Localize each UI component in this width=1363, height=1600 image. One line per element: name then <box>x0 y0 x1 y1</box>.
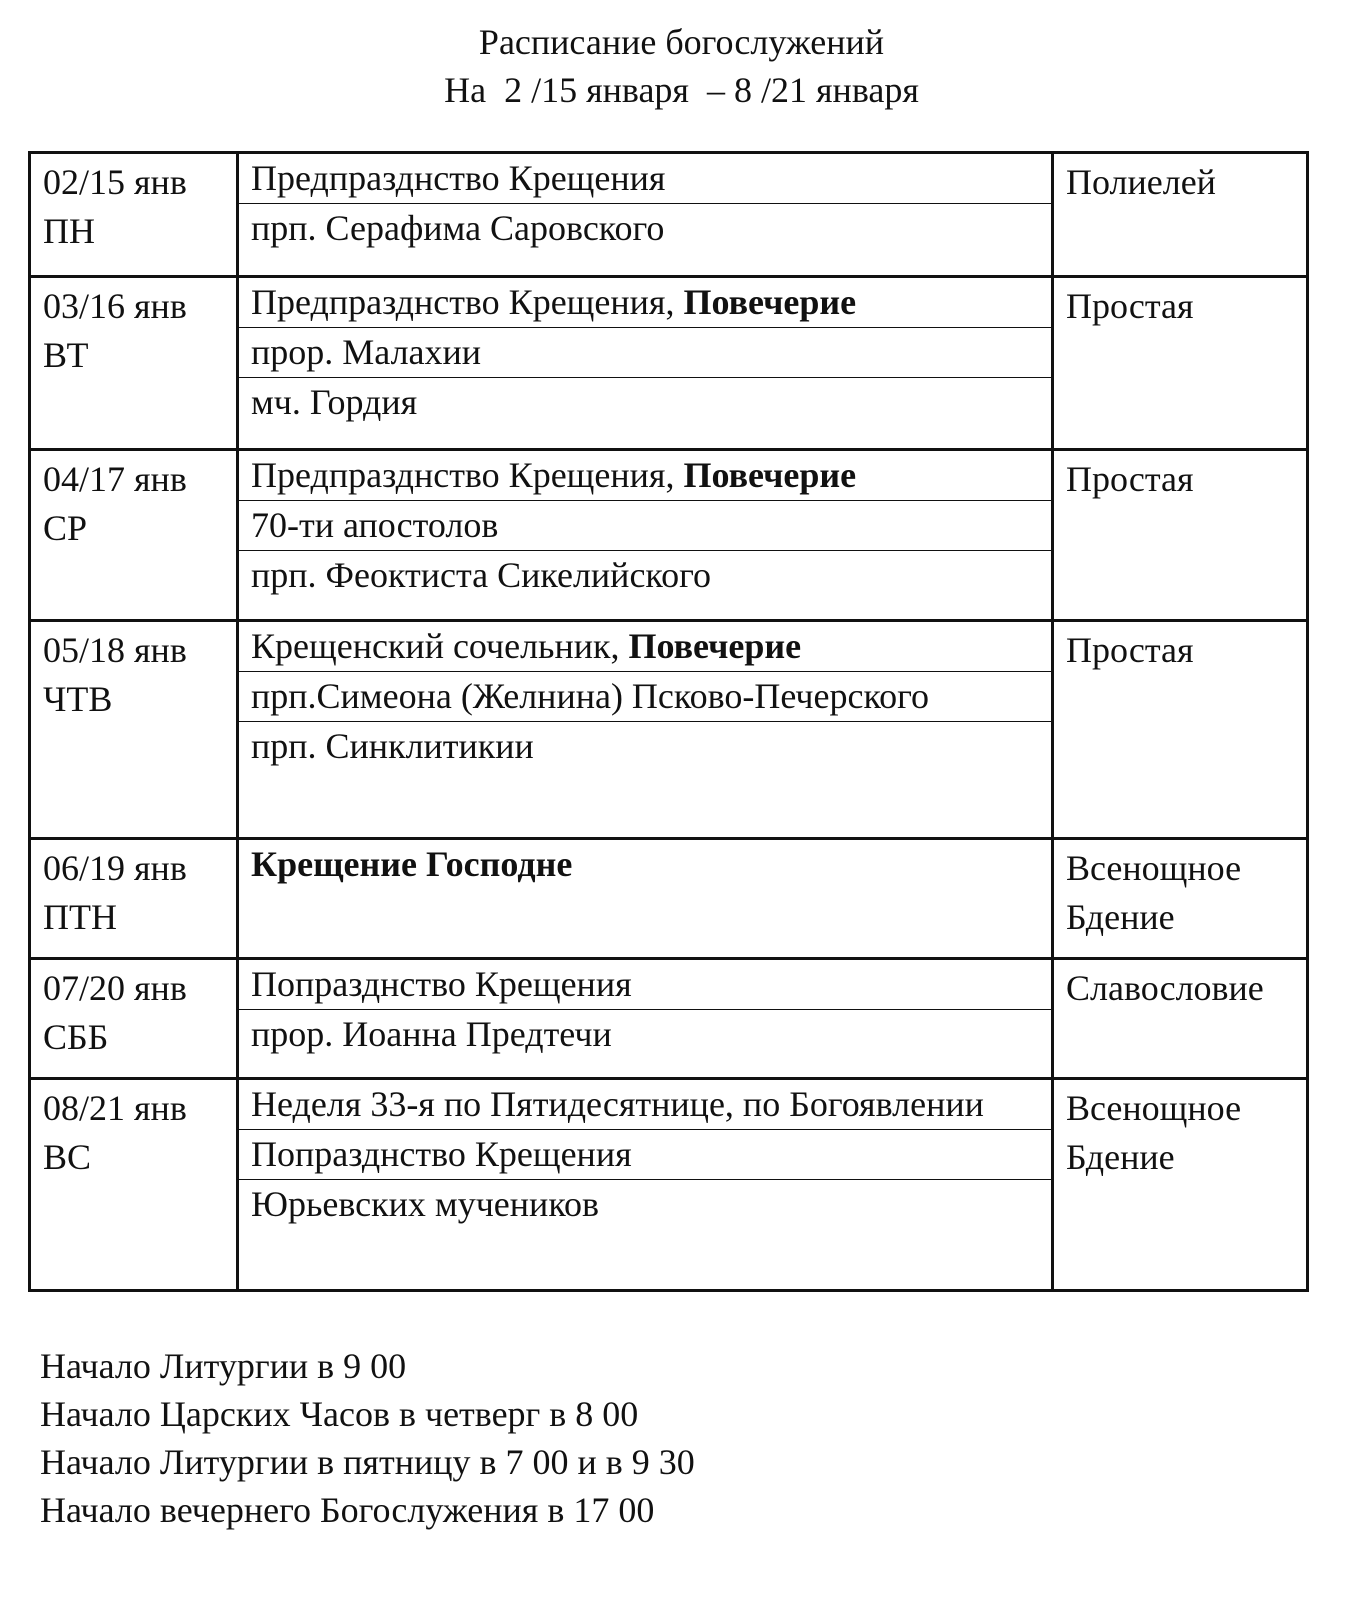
events-cell <box>238 959 1053 1079</box>
date-label: 07/20 янв <box>43 968 187 1008</box>
date-cell <box>30 450 238 621</box>
date-cell <box>30 277 238 450</box>
events-cell <box>238 1079 1053 1291</box>
event-list <box>239 1080 1051 1229</box>
footer-note: Начало Литургии в 9 00 <box>40 1346 407 1386</box>
schedule-row <box>30 450 1308 621</box>
service-type-label: Славословие <box>1066 968 1264 1008</box>
date-label: 05/18 янв <box>43 630 187 670</box>
date-cell <box>30 153 238 277</box>
event-text: Неделя 33-я по Пятидесятнице, по Богоявлении <box>251 1084 984 1124</box>
weekday-label: ПН <box>43 211 95 251</box>
schedule-row <box>30 621 1308 839</box>
service-type-cell <box>1053 450 1308 621</box>
event-text: Юрьевских мучеников <box>251 1184 599 1224</box>
page-header <box>0 18 1363 114</box>
events-cell <box>238 277 1053 450</box>
date-cell <box>30 839 238 959</box>
event-list <box>239 960 1051 1059</box>
schedule-body <box>30 153 1308 1291</box>
event-list <box>239 451 1051 600</box>
service-type-label: Простая <box>1066 286 1194 326</box>
event-item <box>239 840 1051 889</box>
schedule-row <box>30 277 1308 450</box>
event-list <box>239 154 1051 253</box>
date-cell <box>30 959 238 1079</box>
event-item <box>239 960 1051 1010</box>
event-item <box>239 1010 1051 1059</box>
events-cell <box>238 839 1053 959</box>
event-text: Предпразднство Крещения, <box>251 282 684 322</box>
footer-note: Начало Литургии в пятницу в 7 00 и в 9 30 <box>40 1442 695 1482</box>
schedule-row <box>30 1079 1308 1291</box>
service-type-label: Бдение <box>1066 1137 1175 1177</box>
service-type-cell <box>1053 621 1308 839</box>
event-text: прор. Малахии <box>251 332 482 372</box>
date-label: 06/19 янв <box>43 848 187 888</box>
date-label: 04/17 янв <box>43 459 187 499</box>
service-type-label: Всенощное <box>1066 848 1242 888</box>
event-text: Попразднство Крещения <box>251 1134 632 1174</box>
event-text: Попразднство Крещения <box>251 964 632 1004</box>
event-item <box>239 278 1051 328</box>
weekday-label: ВТ <box>43 335 89 375</box>
date-cell <box>30 1079 238 1291</box>
event-item <box>239 622 1051 672</box>
service-type-cell <box>1053 959 1308 1079</box>
event-item <box>239 501 1051 551</box>
service-type-label: Простая <box>1066 630 1194 670</box>
event-item <box>239 451 1051 501</box>
weekday-label: ВС <box>43 1137 92 1177</box>
weekday-label: ПТН <box>43 897 117 937</box>
event-item <box>239 1180 1051 1229</box>
service-type-cell <box>1053 839 1308 959</box>
page-subtitle: На 2 /15 января – 8 /21 января <box>444 70 919 110</box>
event-text: прп. Синклитикии <box>251 726 534 766</box>
event-text: Предпразднство Крещения <box>251 158 666 198</box>
event-item <box>239 154 1051 204</box>
weekday-label: ЧТВ <box>43 679 113 719</box>
footer-notes <box>40 1342 695 1534</box>
service-type-cell <box>1053 1079 1308 1291</box>
event-item <box>239 328 1051 378</box>
event-text: прп. Феоктиста Сикелийского <box>251 555 711 595</box>
event-item <box>239 378 1051 427</box>
event-list <box>239 840 1051 889</box>
footer-note: Начало вечернего Богослужения в 17 00 <box>40 1490 655 1530</box>
date-cell <box>30 621 238 839</box>
date-label: 08/21 янв <box>43 1088 187 1128</box>
event-text: Крещенский сочельник, <box>251 626 629 666</box>
event-item <box>239 672 1051 722</box>
event-text: прп. Серафима Саровского <box>251 208 665 248</box>
service-type-label: Всенощное <box>1066 1088 1242 1128</box>
schedule-row <box>30 153 1308 277</box>
events-cell <box>238 450 1053 621</box>
date-label: 02/15 янв <box>43 162 187 202</box>
schedule-row <box>30 839 1308 959</box>
service-type-cell <box>1053 277 1308 450</box>
weekday-label: СР <box>43 508 88 548</box>
page-title: Расписание богослужений <box>478 22 885 62</box>
event-emphasis: Повечерие <box>683 282 857 322</box>
event-item <box>239 722 1051 771</box>
service-type-cell <box>1053 153 1308 277</box>
event-emphasis: Повечерие <box>628 626 802 666</box>
event-item <box>239 204 1051 253</box>
event-item <box>239 1080 1051 1130</box>
event-text: 70-ти апостолов <box>251 505 499 545</box>
events-cell <box>238 153 1053 277</box>
weekday-label: СББ <box>43 1017 109 1057</box>
event-item <box>239 551 1051 600</box>
event-text: мч. Гордия <box>251 382 418 422</box>
event-text: прор. Иоанна Предтечи <box>251 1014 612 1054</box>
schedule-table <box>28 151 1309 1292</box>
event-list <box>239 622 1051 771</box>
date-label: 03/16 янв <box>43 286 187 326</box>
event-text: Предпразднство Крещения, <box>251 455 684 495</box>
event-emphasis: Крещение Господне <box>251 844 573 884</box>
event-text: прп.Симеона (Желнина) Псково-Печерского <box>251 676 929 716</box>
events-cell <box>238 621 1053 839</box>
schedule-row <box>30 959 1308 1079</box>
service-type-label: Простая <box>1066 459 1194 499</box>
service-type-label: Полиелей <box>1066 162 1216 202</box>
footer-note: Начало Царских Часов в четверг в 8 00 <box>40 1394 639 1434</box>
event-list <box>239 278 1051 427</box>
event-item <box>239 1130 1051 1180</box>
event-emphasis: Повечерие <box>683 455 857 495</box>
service-type-label: Бдение <box>1066 897 1175 937</box>
